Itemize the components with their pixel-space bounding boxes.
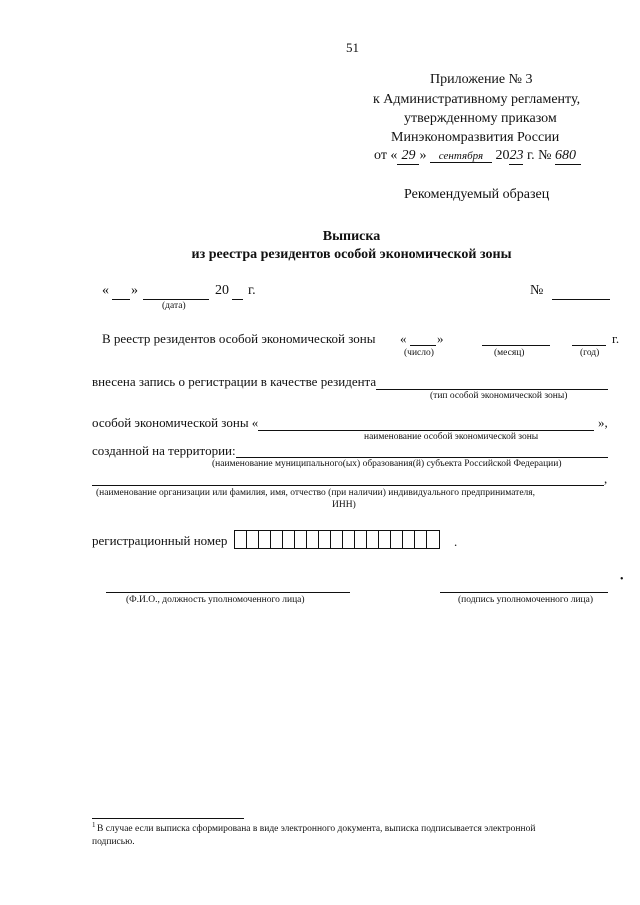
order-day: 29 (397, 148, 419, 165)
registry-year-suffix: г. (612, 331, 620, 346)
order-sep: » (419, 148, 427, 163)
zone-end: », (598, 415, 608, 430)
footnote-line-1: В случае если выписка сформирована в виде электронного документа, выписка подписывается электронной (97, 824, 536, 834)
document-title: Выписка (322, 229, 381, 244)
reg-cell[interactable] (247, 531, 259, 548)
sample-label: Рекомендуемый образец (404, 187, 550, 202)
reg-cell[interactable] (331, 531, 343, 548)
zone-caption: наименование особой экономической зоны (364, 432, 539, 442)
order-year: 23 (509, 148, 524, 163)
date-open-quote: « (102, 283, 109, 298)
registration-number-cells[interactable] (234, 530, 440, 549)
territory-line (236, 457, 608, 458)
registry-caption-month: (месяц) (494, 348, 525, 358)
page-number: 51 (346, 40, 359, 55)
official-name-caption: (Ф.И.О., должность уполномоченного лица) (126, 595, 305, 605)
date-year-prefix: 20 (215, 283, 229, 298)
reg-cell[interactable] (307, 531, 319, 548)
signature-caption: (подпись уполномоченного лица) (458, 595, 594, 605)
day-line (112, 299, 130, 300)
signature-marker: • (620, 574, 624, 585)
territory-caption: (наименование муниципального(ых) образования(й) субъекта Российской Федерации) (212, 459, 562, 469)
zone-text: особой экономической зоны « (92, 415, 259, 430)
order-num-prefix: г. № (526, 148, 552, 163)
reg-cell[interactable] (271, 531, 283, 548)
reg-cell[interactable] (235, 531, 247, 548)
reg-cell[interactable] (415, 531, 427, 548)
appendix-line-2: к Административному регламенту, (373, 92, 581, 107)
signature-line (440, 592, 608, 593)
registry-text: В реестр резидентов особой экономической зоны (102, 331, 376, 346)
reg-cell[interactable] (367, 531, 379, 548)
reg-cell[interactable] (427, 531, 439, 548)
organization-line (92, 485, 604, 486)
order-number: 680 (555, 148, 581, 165)
registration-number-label: регистрационный номер (92, 533, 228, 548)
date-close-quote: » (131, 283, 138, 298)
registry-month-line (482, 345, 550, 346)
zone-line (258, 430, 594, 431)
order-line (374, 148, 581, 165)
footnote-line-2: подписью. (92, 837, 135, 847)
reg-cell[interactable] (403, 531, 415, 548)
organization-caption-1: (наименование организации или фамилия, имя, отчество (при наличии) индивидуального предпринимателя, (96, 488, 536, 498)
organization-caption-2: ИНН) (332, 500, 356, 510)
registry-caption-day: (число) (404, 348, 434, 358)
reg-cell[interactable] (319, 531, 331, 548)
territory-text: созданной на территории: (92, 443, 236, 458)
appendix-line-3: утвержденному приказом (404, 111, 557, 126)
reg-cell[interactable] (343, 531, 355, 548)
order-year-prefix: 20 (495, 148, 510, 163)
registry-day-line (410, 345, 436, 346)
record-line (376, 389, 608, 390)
reg-cell[interactable] (391, 531, 403, 548)
registry-caption-year: (год) (580, 348, 600, 358)
reg-cell[interactable] (283, 531, 295, 548)
month-line (143, 299, 209, 300)
registry-close-quote: » (437, 331, 444, 346)
reg-cell[interactable] (259, 531, 271, 548)
official-name-line (106, 592, 350, 593)
order-month: сентября (430, 150, 492, 163)
reg-cell[interactable] (295, 531, 307, 548)
reg-cell[interactable] (379, 531, 391, 548)
registry-open-quote: « (400, 331, 407, 346)
reg-cell[interactable] (355, 531, 367, 548)
date-caption: (дата) (162, 301, 186, 311)
appendix-title: Приложение № 3 (430, 72, 533, 87)
date-year-suffix: г. (248, 283, 256, 298)
registration-number-end: . (454, 534, 458, 549)
record-caption: (тип особой экономической зоны) (430, 391, 568, 401)
document-subtitle: из реестра резидентов особой экономической зоны (191, 247, 512, 262)
footnote-mark: 1 (92, 821, 96, 829)
footnote-separator (92, 818, 244, 819)
registry-year-line (572, 345, 606, 346)
year-line (232, 299, 243, 300)
appendix-line-4: Минэкономразвития России (391, 130, 560, 145)
number-line (552, 299, 610, 300)
number-label: № (530, 283, 544, 298)
record-text: внесена запись о регистрации в качестве резидента (92, 374, 377, 389)
order-prefix: от « (374, 148, 398, 163)
organization-end: , (604, 471, 608, 486)
